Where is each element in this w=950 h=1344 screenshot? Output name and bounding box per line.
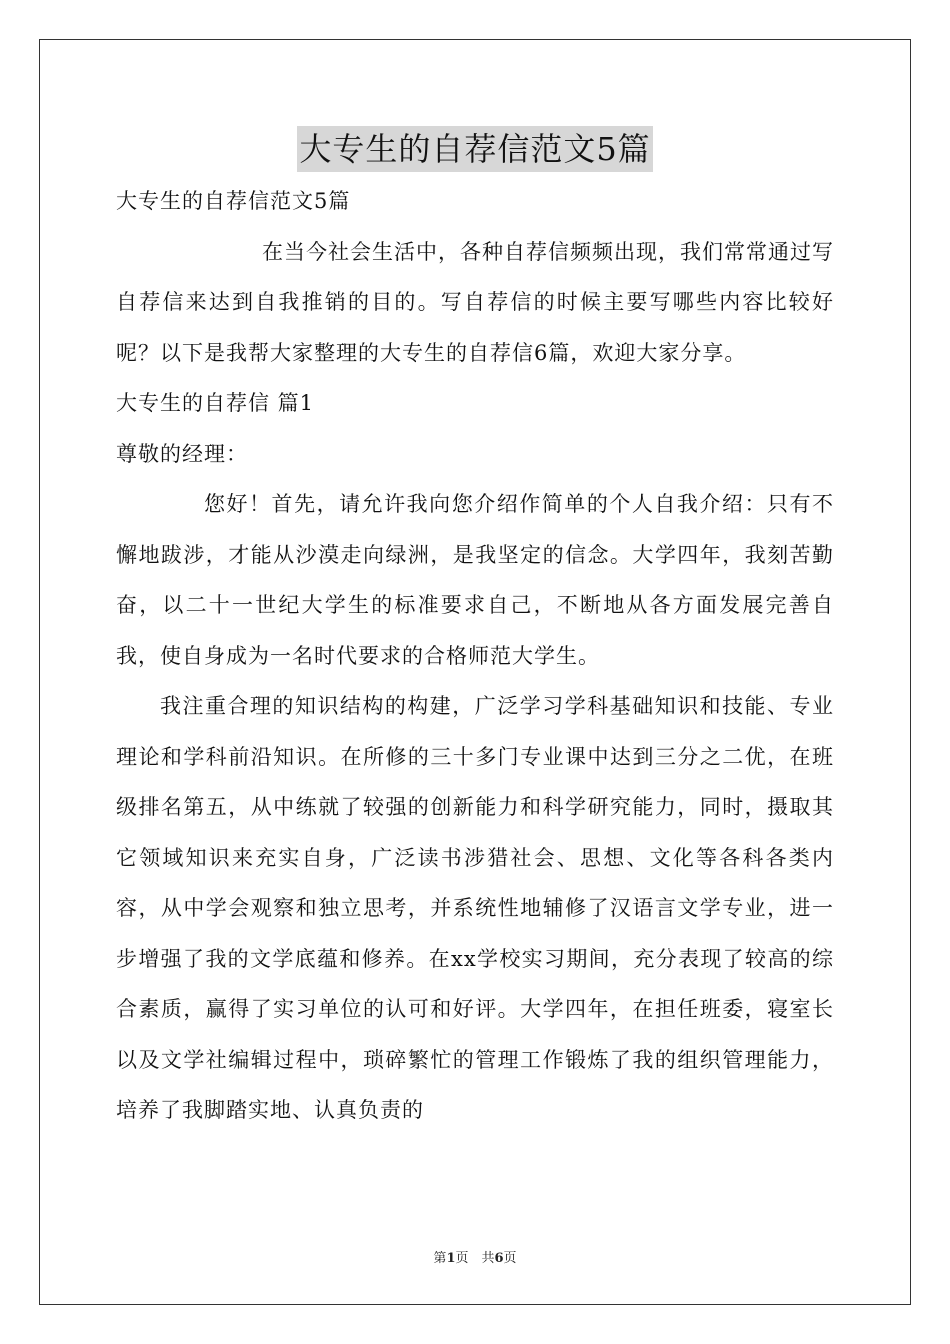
footer-page-prefix: 第 (433, 1251, 447, 1266)
footer-page-current: 1 (446, 1251, 456, 1266)
footer-page-total: 6 (494, 1251, 504, 1266)
document-body (116, 176, 834, 1136)
title-wrap (0, 126, 950, 172)
body-paragraph-2: 我注重合理的知识结构的构建，广泛学习学科基础知识和技能、专业理论和学科前沿知识。在所修的三十多门专业课中达到三分之二优，在班级排名第五，从中练就了较强的创新能力和科学研究能力，同时，摄取其它领域知识来充实自身，广泛读书涉猎社会、思想、文化等各科各类内容，从中学会观察和独立思考，并系统性地辅修了汉语言文学专业，进一步增强了我的文学底蕴和修养。在xx学校实习期间，充分表现了较高的综合素质，赢得了实习单位的认可和好评。大学四年，在担任班委，寝室长以及文学社编辑过程中，琐碎繁忙的管理工作锻炼了我的组织管理能力，培养了我脚踏实地、认真负责的 (116, 694, 834, 1122)
page-footer (0, 1247, 950, 1266)
intro-paragraph: 在当今社会生活中，各种自荐信频频出现，我们常常通过写自荐信来达到自我推销的目的。写自荐信的时候主要写哪些内容比较好呢？以下是我帮大家整理的大专生的自荐信6篇，欢迎大家分享。 (116, 239, 834, 365)
document-title: 大专生的自荐信范文5篇 (297, 126, 652, 172)
footer-page-mid: 页 共 (455, 1251, 495, 1266)
salutation: 尊敬的经理： (116, 441, 248, 466)
footer-page-suffix: 页 (503, 1251, 517, 1266)
subtitle-paragraph: 大专生的自荐信范文5篇 (116, 189, 351, 213)
body-paragraph-1: 您好！首先，请允许我向您介绍作简单的个人自我介绍：只有不懈地跋涉，才能从沙漠走向绿洲，是我坚定的信念。大学四年，我刻苦勤奋，以二十一世纪大学生的标准要求自己，不断地从各方面发展完善自我，使自身成为一名时代要求的合格师范大学生。 (116, 492, 834, 668)
section-heading: 大专生的自荐信 篇1 (116, 391, 315, 415)
